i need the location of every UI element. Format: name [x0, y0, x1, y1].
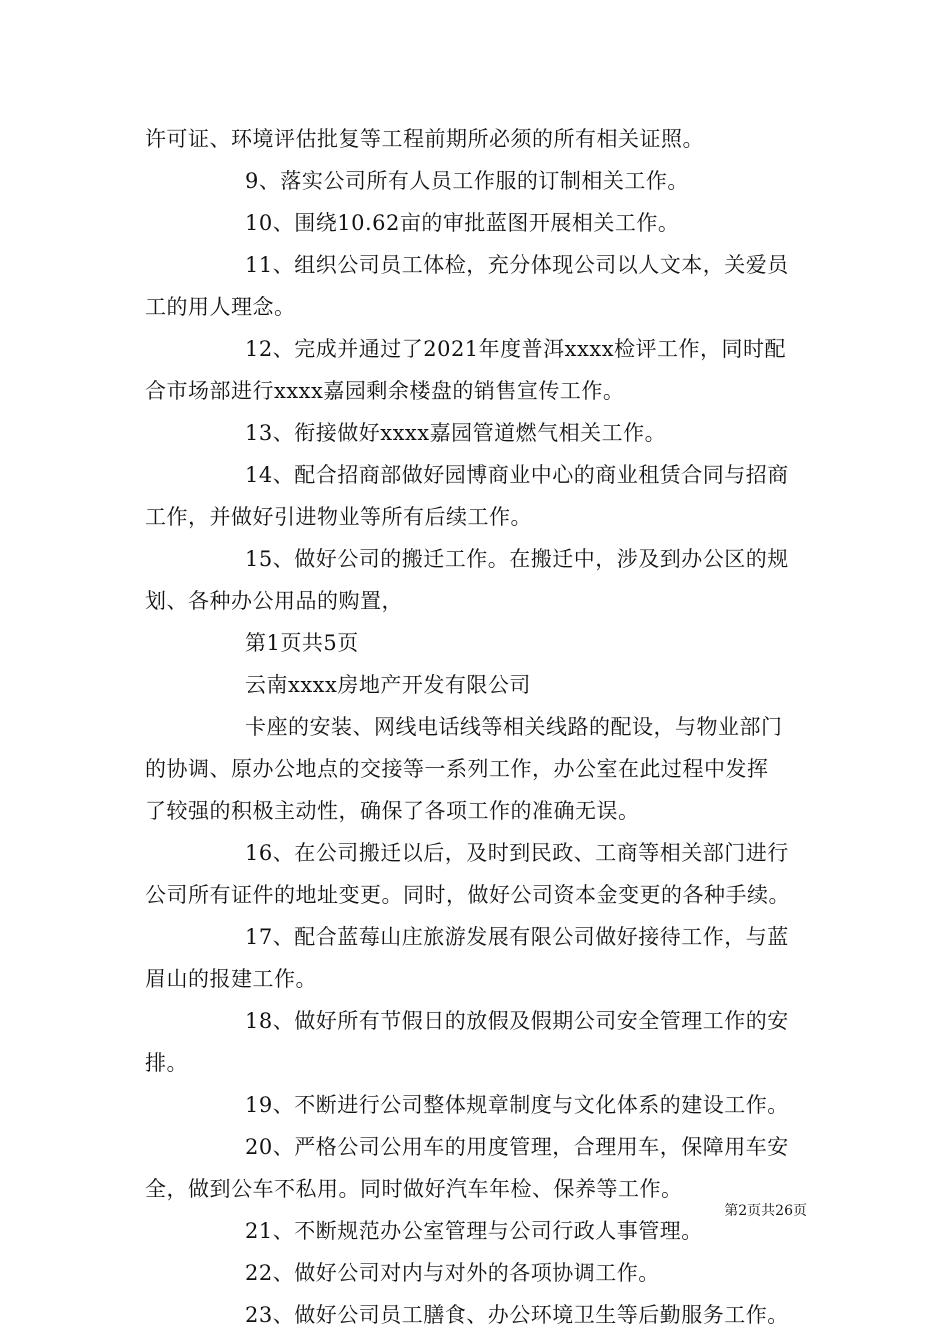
- text-line: 10、围绕10.62亩的审批蓝图开展相关工作。: [245, 211, 680, 235]
- text-line: 工作，并做好引进物业等所有后续工作。: [145, 505, 532, 529]
- text-line: 公司所有证件的地址变更。同时，做好公司资本金变更的各种手续。: [145, 883, 790, 907]
- page-footer: 第2页共26页: [724, 1203, 807, 1219]
- inline-page-number: 第1页共5页: [245, 631, 359, 655]
- text-line: 19、不断进行公司整体规章制度与文化体系的建设工作。: [245, 1093, 789, 1117]
- text-line: 18、做好所有节假日的放假及假期公司安全管理工作的安: [245, 1009, 789, 1033]
- text-line: 23、做好公司员工膳食、办公环境卫生等后勤服务工作。: [245, 1303, 789, 1327]
- text-line: 9、落实公司所有人员工作服的订制相关工作。: [245, 169, 689, 193]
- text-line: 14、配合招商部做好园博商业中心的商业租赁合同与招商: [245, 463, 789, 487]
- text-line: 合市场部进行xxxx嘉园剩余楼盘的销售宣传工作。: [145, 379, 625, 403]
- body-text: [145, 118, 805, 1336]
- text-line: 许可证、环境评估批复等工程前期所必须的所有相关证照。: [145, 127, 704, 151]
- text-line: 眉山的报建工作。: [145, 967, 317, 991]
- text-line: 了较强的积极主动性，确保了各项工作的准确无误。: [145, 799, 640, 823]
- text-line: 13、衔接做好xxxx嘉园管道燃气相关工作。: [245, 421, 667, 445]
- text-line: 21、不断规范办公室管理与公司行政人事管理。: [245, 1219, 703, 1243]
- text-line: 工的用人理念。: [145, 295, 296, 319]
- text-line: 11、组织公司员工体检，充分体现公司以人文本，关爱员: [245, 253, 789, 277]
- company-name: 云南xxxx房地产开发有限公司: [245, 673, 531, 697]
- text-line: 15、做好公司的搬迁工作。在搬迁中，涉及到办公区的规: [245, 547, 789, 571]
- text-line: 12、完成并通过了2021年度普洱xxxx检评工作，同时配: [245, 337, 787, 361]
- text-line: 划、各种办公用品的购置，: [145, 589, 403, 613]
- text-line: 17、配合蓝莓山庄旅游发展有限公司做好接待工作，与蓝: [245, 925, 789, 949]
- text-line: 16、在公司搬迁以后，及时到民政、工商等相关部门进行: [245, 841, 789, 865]
- text-line: 卡座的安装、网线电话线等相关线路的配设，与物业部门: [245, 715, 783, 739]
- text-line: 的协调、原办公地点的交接等一系列工作，办公室在此过程中发挥: [145, 757, 769, 781]
- text-line: 排。: [145, 1051, 188, 1075]
- text-line: 全，做到公车不私用。同时做好汽车年检、保养等工作。: [145, 1177, 683, 1201]
- text-line: 20、严格公司公用车的用度管理，合理用车，保障用车安: [245, 1135, 789, 1159]
- text-line: 22、做好公司对内与对外的各项协调工作。: [245, 1261, 660, 1285]
